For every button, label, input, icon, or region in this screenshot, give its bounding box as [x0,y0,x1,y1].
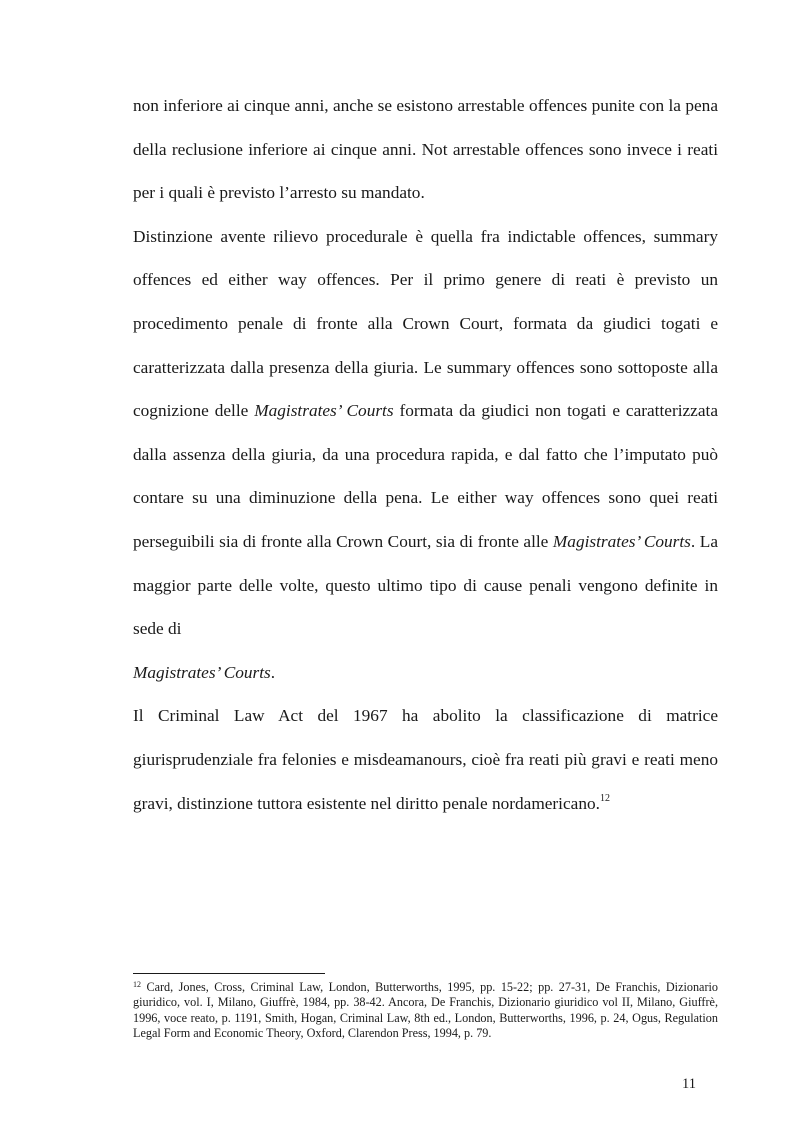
paragraph-text: formata da giudici non togati e caratterizzata dalla assenza della giuria, da una procedura rapida, e dal fatto che l’imputato può contare su una diminuzione della pena. Le either way offences sono quei reati perseguibili sia di fronte alla Crown Court, sia di fronte alle [133,401,718,551]
paragraph-criminal-law-act [133,694,718,825]
footnote-reference[interactable]: 12 [599,792,610,804]
paragraph-text: . La maggior parte delle volte, questo ultimo tipo di cause penali vengono definite in sede di [133,531,719,639]
body-text [133,84,718,825]
footnote-number: 12 [133,980,141,989]
italic-term: Magistrates’ Courts [133,662,271,682]
italic-term: Magistrates’ Courts [552,531,691,551]
paragraph-procedural-distinction [133,215,718,695]
page-number: 11 [682,1076,696,1092]
footnote-text: Card, Jones, Cross, Criminal Law, London, Butterworths, 1995, pp. 15-22; pp. 27-31, De Franchis, Dizionario giuridico, vol. I, Milano, Giuffrè, 1984, pp. 38-42. Ancora, De Franchis, Dizionario giuridico vol II, Milano, Giuffrè, 1996, voce reato, p. 1191, Smith, Hogan, Criminal Law, 8th ed., London, Butterworths, 1996, p. 24, Ogus, Regulation Legal Form and Economic Theory, Oxford, Clarendon Press, 1994, p. 79. [133,980,718,1041]
paragraph-text: . [270,662,276,682]
footnote-divider [133,973,325,974]
footnote [133,980,718,1042]
paragraph-arrestable-offences: non inferiore ai cinque anni, anche se esistono arrestable offences punite con la pena della reclusione inferiore ai cinque anni. Not arrestable offences sono invece i reati per i quali è previsto l’arresto su mandato. [133,96,718,203]
paragraph-text: Il Criminal Law Act del 1967 ha abolito la classificazione di matrice giurisprudenziale fra felonies e misdeamanours, cioè fra reati più gravi e reati meno gravi, distinzione tuttora esistente nel diritto penale nordamericano. [133,706,718,813]
paragraph-text: Distinzione avente rilievo procedurale è quella fra indictable offences, summary offences ed either way offences. Per il primo genere di reati è previsto un procedimento penale di fronte alla Crown Court, formata da giudici togati e caratterizzata dalla presenza della giuria. Le summary offences sono sottoposte alla cognizione delle [133,226,718,421]
italic-term: Magistrates’ Courts [254,401,394,421]
